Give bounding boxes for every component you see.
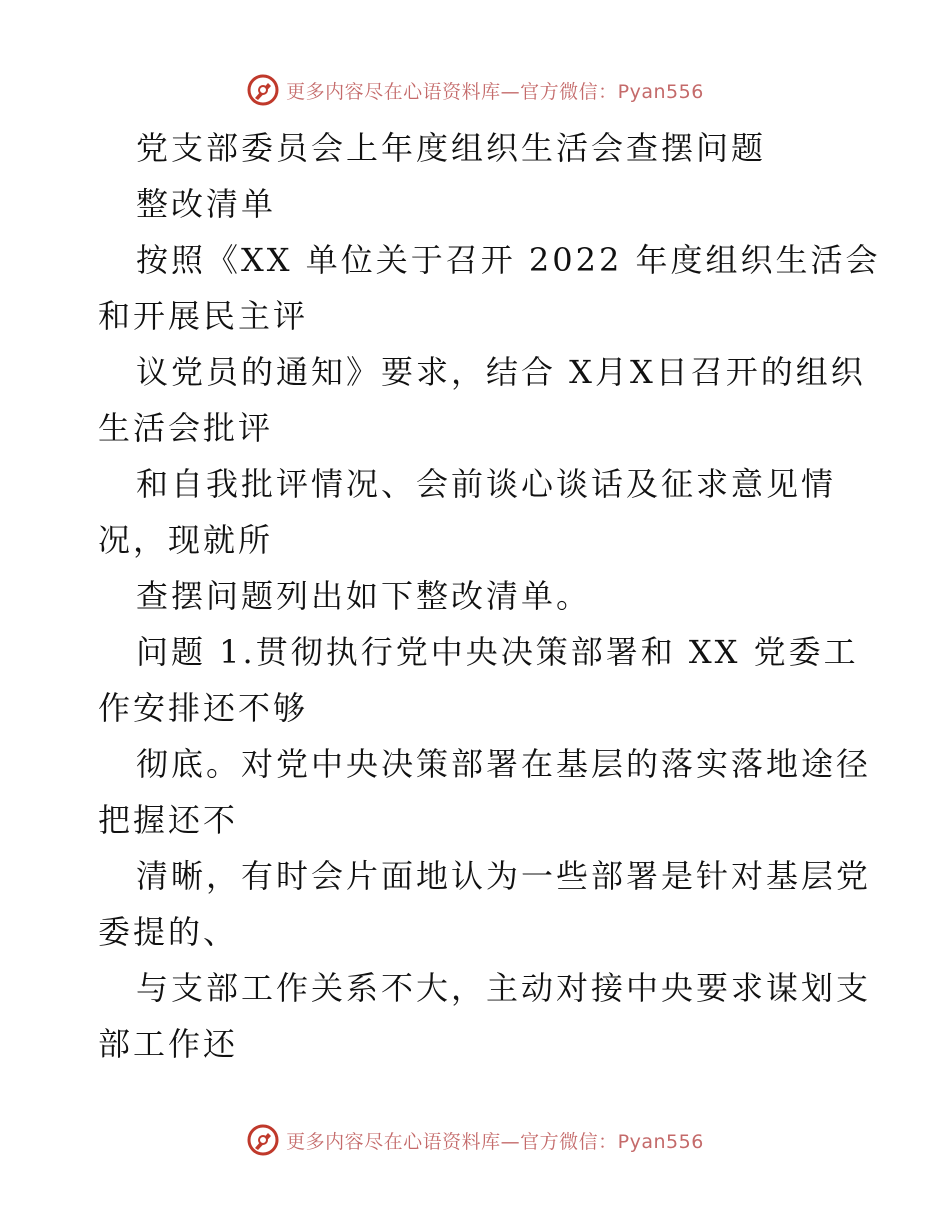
paragraph-line: 与支部工作关系不大，主动对接中央要求谋划支 xyxy=(136,969,872,1007)
document-title-cont: 整改清单 xyxy=(136,185,277,223)
header-watermark xyxy=(0,70,950,110)
paragraph-line: 把握还不 xyxy=(98,801,239,839)
paragraph-line: 生活会批评 xyxy=(98,409,274,447)
paragraph-line: 清晰，有时会片面地认为一些部署是针对基层党 xyxy=(136,857,872,895)
document-body xyxy=(98,120,881,1072)
paragraph-line: 议党员的通知》要求，结合 X月X日召开的组织 xyxy=(136,353,866,391)
paragraph-line: 彻底。对党中央决策部署在基层的落实落地途径 xyxy=(136,745,872,783)
paragraph-line: 和开展民主评 xyxy=(98,297,309,335)
issue-heading: 问题 1.贯彻执行党中央决策部署和 XX 党委工 xyxy=(136,633,859,671)
watermark-text: 更多内容尽在心语资料库—官方微信：Pyan556 xyxy=(286,1130,704,1153)
document-title: 党支部委员会上年度组织生活会查摆问题 xyxy=(136,129,767,167)
paragraph-line: 作安排还不够 xyxy=(98,689,309,727)
paragraph-line: 和自我批评情况、会前谈心谈话及征求意见情 xyxy=(136,465,837,503)
pen-seal-icon xyxy=(246,1123,280,1157)
paragraph-line: 部工作还 xyxy=(98,1025,239,1063)
paragraph-line: 按照《XX 单位关于召开 2022 年度组织生活会 xyxy=(136,241,881,279)
pen-seal-icon xyxy=(246,73,280,107)
footer-watermark xyxy=(0,1120,950,1160)
paragraph-line: 查摆问题列出如下整改清单。 xyxy=(136,577,592,615)
watermark-text: 更多内容尽在心语资料库—官方微信：Pyan556 xyxy=(286,80,704,103)
paragraph-line: 况，现就所 xyxy=(98,521,274,559)
paragraph-line: 委提的、 xyxy=(98,913,239,951)
